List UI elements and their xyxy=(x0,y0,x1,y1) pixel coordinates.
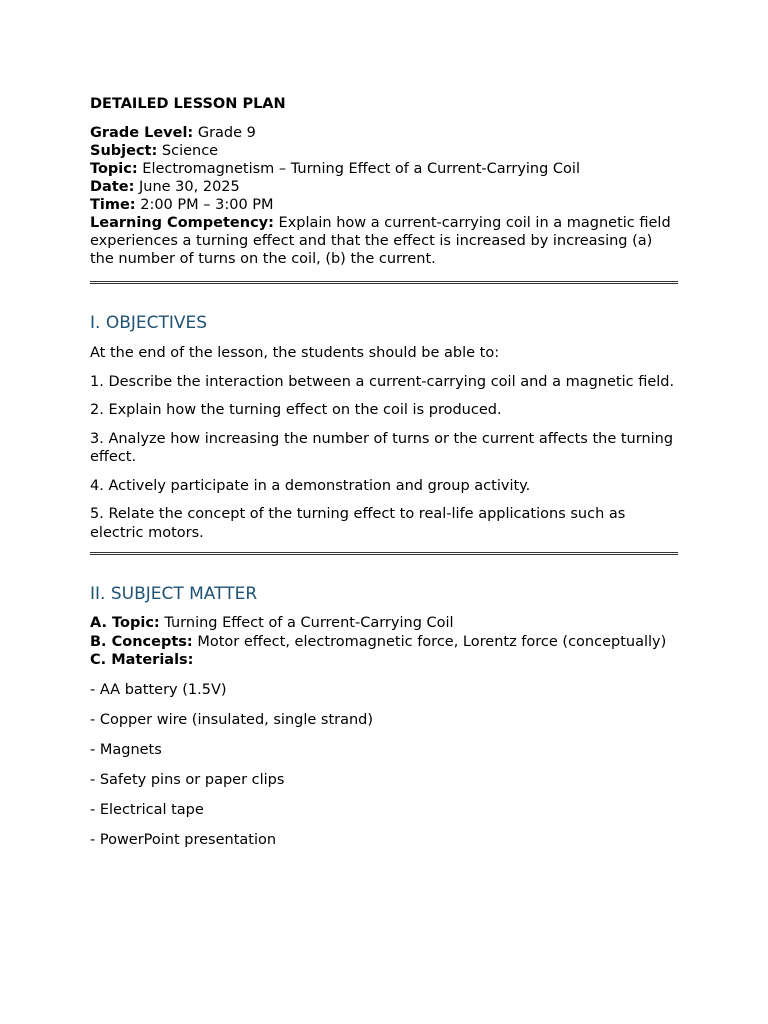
grade-level-line xyxy=(90,124,678,142)
time-line xyxy=(90,196,678,214)
sm-concepts-value: Motor effect, electromagnetic force, Lorentz force (conceptually) xyxy=(197,633,667,650)
objectives-heading: I. OBJECTIVES xyxy=(90,313,208,333)
date-line xyxy=(90,178,678,196)
subject-matter-heading: II. SUBJECT MATTER xyxy=(90,584,258,604)
document-content xyxy=(90,95,678,850)
section-divider xyxy=(90,281,678,284)
objective-item: 3. Analyze how increasing the number of turns or the current affects the turning effect. xyxy=(90,430,674,465)
sm-topic-line xyxy=(90,614,678,633)
date-label: Date: xyxy=(90,179,135,195)
sm-topic-value: Turning Effect of a Current-Carrying Coil xyxy=(164,615,454,631)
material-item: - Electrical tape xyxy=(90,802,204,818)
competency-line xyxy=(90,214,678,268)
material-item: - PowerPoint presentation xyxy=(90,832,277,848)
subject-value: Science xyxy=(161,143,219,159)
document-title: DETAILED LESSON PLAN xyxy=(90,96,286,112)
grade-level-value: Grade 9 xyxy=(197,125,256,141)
competency-value: Explain how a current-carrying coil in a magnetic field experiences a turning effect and that the effect is increased by increasing (a) the number of turns on the coil, (b) the current. xyxy=(90,215,671,267)
material-item: - AA battery (1.5V) xyxy=(90,682,227,698)
objective-item: 1. Describe the interaction between a current-carrying coil and a magnetic field. xyxy=(90,373,675,390)
time-value: 2:00 PM – 3:00 PM xyxy=(140,197,274,213)
sm-materials-label: C. Materials: xyxy=(90,652,194,668)
material-item: - Copper wire (insulated, single strand) xyxy=(90,712,374,728)
objectives-intro: At the end of the lesson, the students should be able to: xyxy=(90,345,500,361)
objective-item: 5. Relate the concept of the turning effect to real-life applications such as electric motors. xyxy=(90,506,626,541)
section-divider xyxy=(90,552,678,555)
topic-label: Topic: xyxy=(90,161,138,177)
subject-line xyxy=(90,142,678,160)
sm-concepts-label: B. Concepts: xyxy=(90,633,193,650)
topic-line xyxy=(90,160,678,178)
lesson-meta xyxy=(90,124,678,268)
subject-label: Subject: xyxy=(90,143,158,159)
material-item: - Safety pins or paper clips xyxy=(90,772,285,788)
date-value: June 30, 2025 xyxy=(139,179,240,195)
grade-level-label: Grade Level: xyxy=(90,125,194,141)
competency-label: Learning Competency: xyxy=(90,215,274,231)
sm-materials-line xyxy=(90,651,678,670)
objective-item: 2. Explain how the turning effect on the coil is produced. xyxy=(90,402,502,418)
topic-value: Electromagnetism – Turning Effect of a Current-Carrying Coil xyxy=(142,161,580,177)
material-item: - Magnets xyxy=(90,742,162,758)
objective-item: 4. Actively participate in a demonstration and group activity. xyxy=(90,477,531,494)
time-label: Time: xyxy=(90,197,136,213)
sm-concepts-line xyxy=(90,633,678,652)
subject-matter-details xyxy=(90,614,678,670)
sm-topic-label: A. Topic: xyxy=(90,615,160,631)
